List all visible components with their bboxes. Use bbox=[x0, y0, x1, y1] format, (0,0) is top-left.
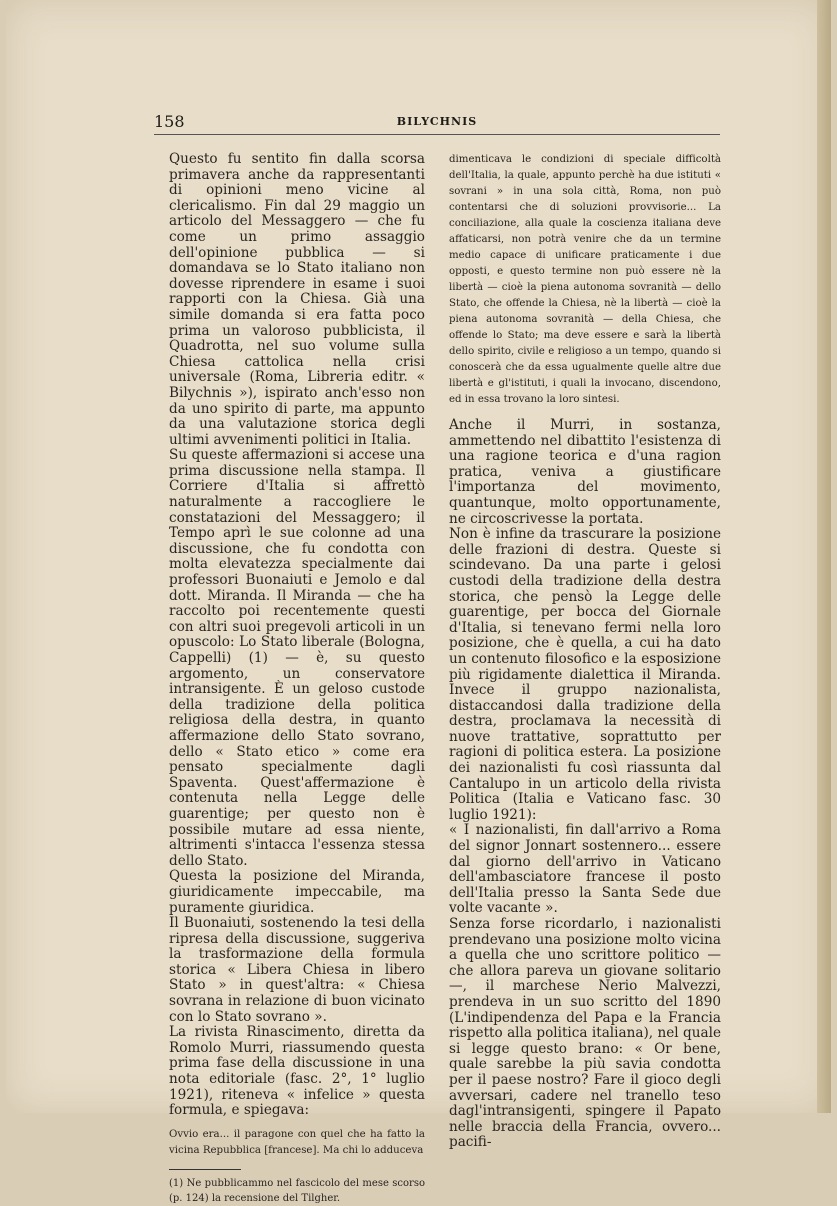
footnote-rule bbox=[169, 1169, 241, 1170]
book-page bbox=[6, 0, 831, 1204]
running-header bbox=[154, 112, 720, 135]
footnote: (1) Ne pubblicammo nel fascicolo del mese scorso (p. 124) la recensione del Tilgher. bbox=[169, 1177, 425, 1204]
paragraph: Questa la posizione del Miranda, giuridicamente impeccabile, ma puramente giuridica. bbox=[169, 868, 425, 916]
paragraph: « I nazionalisti, fin dall'arrivo a Roma del signor Jonnart sostennero... essere dal giorno dell'arrivo in Vaticano dell'ambasciatore francese il posto dell'Italia presso la Santa Sede due volte vacante ». bbox=[449, 822, 721, 917]
paragraph: Il Buonaiuti, sostenendo la tesi della ripresa della discussione, suggeriva la trasformazione della formula storica « Libera Chiesa in libero Stato » in quest'altra: « Chiesa sovrana in relazione di buon vicinato con lo Stato sovrano ». bbox=[169, 915, 425, 1025]
page-edge bbox=[817, 0, 831, 1113]
paragraph: La rivista Rinascimento, diretta da Romolo Murri, riassumendo questa prima fase della discussione in una nota editoriale (fasc. 2°, 1° luglio 1921), riteneva « infelice » questa formula, e spiegava: bbox=[169, 1024, 425, 1119]
paragraph: Senza forse ricordarlo, i nazionalisti prendevano una posizione molto vicina a quella che uno scrittore politico — che allora pareva un giovane solitario —, il marchese Nerio Malvezzi, prendeva in un suo scritto del 1890 (L'indipendenza del Papa e la Francia rispetto alla politica italiana), nel quale si legge questo brano: « Or bene, quale sarebbe la più savia condotta per il paese nostro? Fare il gioco degli avversari, cadere nel tranello teso dagl'intransigenti, spingere il Papato nelle braccia della Francia, ovvero... pacifi- bbox=[449, 916, 721, 1151]
paragraph: Non è infine da trascurare la posizione delle frazioni di destra. Queste si scindevano. Da una parte i gelosi custodi della tradizione della destra storica, che pensò la Legge delle guarentige, per bocca del Giornale d'Italia, si tenevano fermi nella loro posizione, che è quella, a cui ha dato un contenuto filosofico e la esposizione più rigidamente dialettica il Miranda. Invece il gruppo nazionalista, distaccandosi dalla tradizione della destra, proclamava la necessità di nuove trattative, soprattutto per ragioni di politica estera. La posizione dei nazionalisti fu così riassunta dal Cantalupo in un articolo della rivista Politica (Italia e Vaticano fasc. 30 luglio 1921): bbox=[449, 526, 721, 823]
journal-title: BILYCHNIS bbox=[396, 115, 478, 128]
right-column bbox=[449, 152, 721, 1151]
block-quote: dimenticava le condizioni di speciale difficoltà dell'Italia, la quale, appunto perchè ha due istituti « sovrani » in una sola città, Roma, non può contentarsi che di soluzioni provvisorie... La conciliazione, alla quale la coscienza italiana deve affaticarsi, non potrà venire che da un termine medio capace di unificare praticamente i due opposti, e questo termine non può essere nè la libertà — cioè la piena autonoma sovranità — dello Stato, che offende la Chiesa, nè la libertà — cioè la piena autonoma sovranità — della Chiesa, che offende lo Stato; ma deve essere e sarà la libertà dello spirito, civile e religioso a un tempo, quando si conoscerà che da essa ugualmente quelle altre due libertà e gl'istituti, i quali la invocano, discendono, ed in essa trovano la loro sintesi. bbox=[449, 154, 721, 405]
paragraph: Anche il Murri, in sostanza, ammettendo nel dibattito l'esistenza di una ragione teorica e d'una ragion pratica, veniva a giustificare l'importanza del movimento, quantunque, molto opportunamente, ne circoscrivesse la portata. bbox=[449, 417, 721, 527]
page-number: 158 bbox=[154, 112, 185, 131]
block-quote: Ovvio era... il paragone con quel che ha fatto la vicina Repubblica [francese]. Ma chi lo adduceva bbox=[169, 1128, 425, 1156]
left-column bbox=[169, 152, 425, 1206]
paragraph: Questo fu sentito fin dalla scorsa primavera anche da rappresentanti di opinioni meno vicine al clericalismo. Fin dal 29 maggio un articolo del Messaggero — che fu come un primo assaggio dell'opinione pubblica — si domandava se lo Stato italiano non dovesse riprendere in esame i suoi rapporti con la Chiesa. Già una simile domanda si era fatta poco prima un valoroso pubblicista, il Quadrotta, nel suo volume sulla Chiesa cattolica nella crisi universale (Roma, Libreria editr. « Bilychnis »), ispirato anch'esso non da uno spirito di parte, ma appunto da una valutazione storica degli ultimi avvenimenti politici in Italia. bbox=[169, 151, 425, 448]
paragraph: Su queste affermazioni si accese una prima discussione nella stampa. Il Corriere d'Italia si affrettò naturalmente a raccogliere le constatazioni del Messaggero; il Tempo aprì le sue colonne ad una discussione, che fu condotta con molta elevatezza specialmente dai professori Buonaiuti e Jemolo e dal dott. Miranda. Il Miranda — che ha raccolto poi recentemente questi con altri suoi pregevoli articoli in un opuscolo: Lo Stato liberale (Bologna, Cappelli) (1) — è, su questo argomento, un conservatore intransigente. È un geloso custode della tradizione della politica religiosa della destra, in quanto affermazione dello Stato sovrano, dello « Stato etico » come era pensato specialmente dagli Spaventa. Quest'affermazione è contenuta nella Legge delle guarentige; per questo non è possibile mutare ad essa niente, altrimenti s'intacca l'essenza stessa dello Stato. bbox=[169, 447, 425, 869]
